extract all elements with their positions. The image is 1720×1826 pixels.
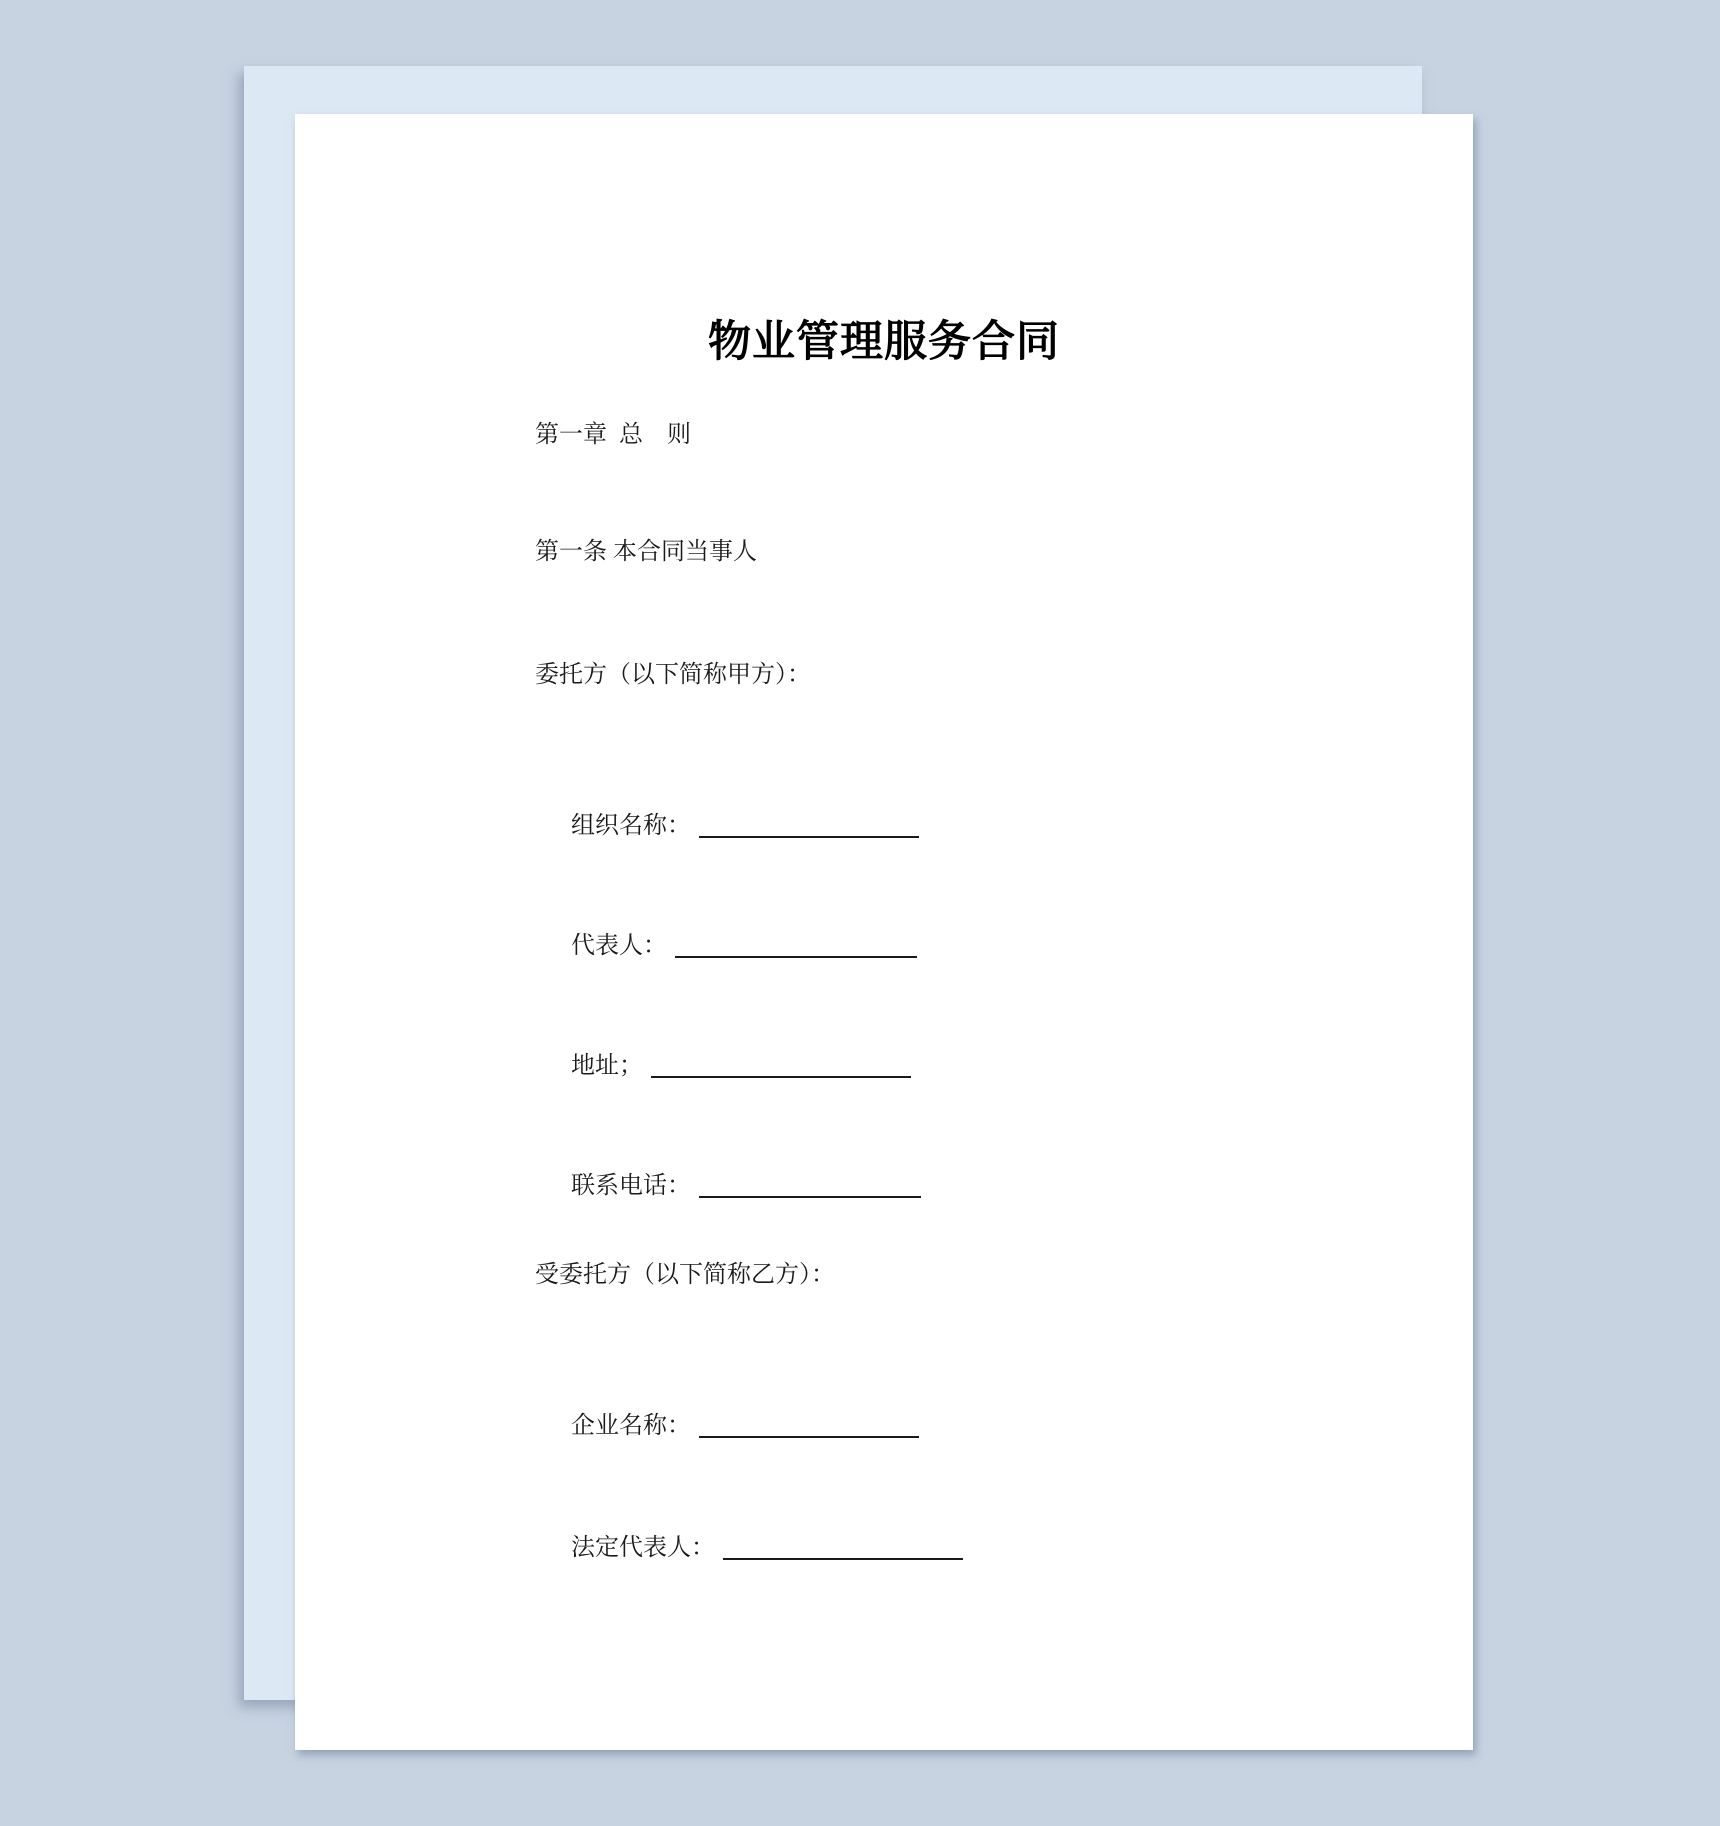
address-blank[interactable] [651,1050,911,1078]
party-b-heading: 受委托方（以下简称乙方）： [535,1262,835,1288]
representative-label: 代表人： [571,933,667,959]
representative-blank[interactable] [675,930,917,958]
address-row [535,1020,911,1111]
address-label: 地址； [571,1053,643,1079]
article-heading: 第一条 本合同当事人 [535,539,757,565]
phone-row [535,1140,921,1231]
enterprise-name-label: 企业名称： [571,1413,691,1439]
organization-name-blank[interactable] [699,810,919,838]
chapter-heading: 第一章 总 则 [535,422,691,448]
organization-name-label: 组织名称： [571,813,691,839]
organization-name-row [535,780,919,871]
legal-representative-blank[interactable] [723,1532,963,1560]
enterprise-name-row [535,1380,919,1471]
document-page [295,114,1473,1750]
party-a-heading: 委托方（以下简称甲方）： [535,662,811,688]
enterprise-name-blank[interactable] [699,1410,919,1438]
legal-representative-label: 法定代表人： [571,1535,715,1561]
representative-row [535,900,917,991]
phone-blank[interactable] [699,1170,921,1198]
document-title: 物业管理服务合同 [708,318,1060,366]
legal-representative-row [535,1502,963,1593]
phone-label: 联系电话： [571,1173,691,1199]
